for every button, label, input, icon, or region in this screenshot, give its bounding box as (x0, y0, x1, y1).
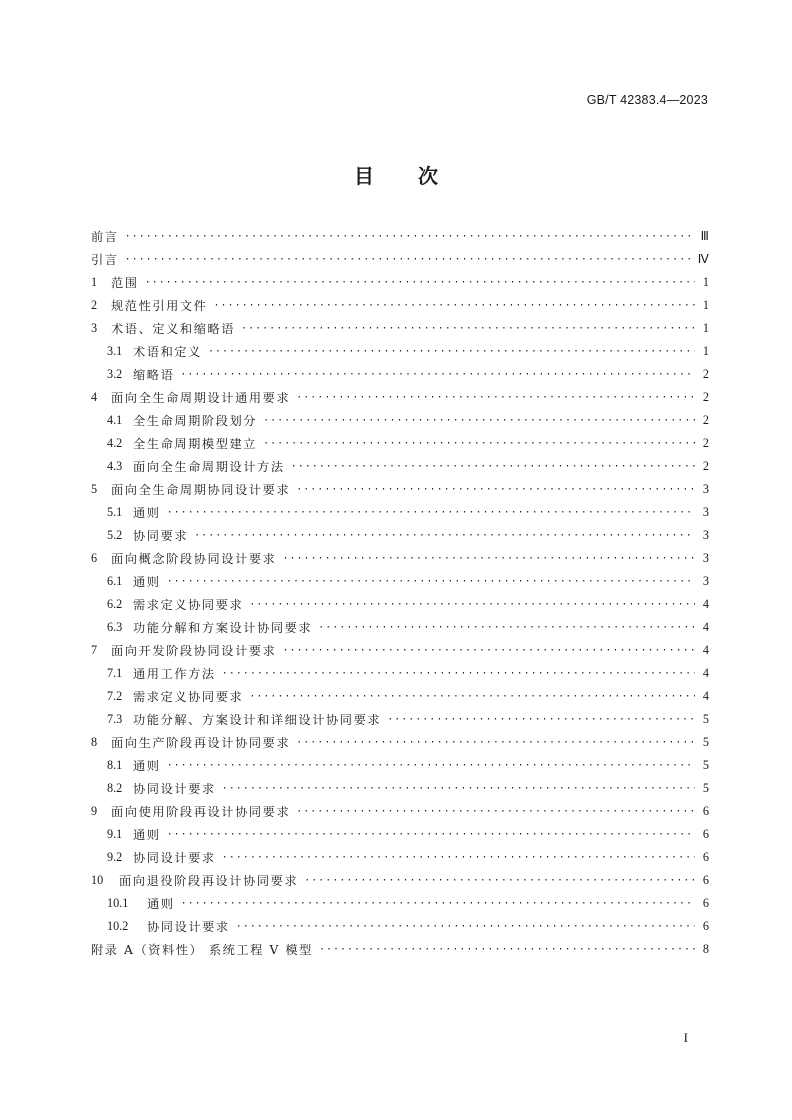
dot-leader (222, 668, 695, 679)
toc-entry-title: 缩略语 (133, 368, 175, 382)
dot-leader (282, 645, 695, 656)
toc-entry[interactable] (91, 846, 709, 869)
toc-entry-number: 4.3 (107, 459, 123, 473)
toc-entry[interactable] (91, 340, 709, 363)
toc-entry-number: 5.1 (107, 505, 123, 519)
dot-leader (241, 323, 695, 334)
dot-leader (296, 737, 695, 748)
toc-entry-page: 5 (702, 758, 709, 772)
toc-entry-title: 需求定义协同要求 (133, 690, 244, 704)
toc-entry-number: 6 (91, 551, 98, 565)
toc-entry-page: 3 (702, 505, 709, 519)
toc-entry-number: 5 (91, 482, 98, 496)
toc-entry-page: 6 (702, 827, 709, 841)
toc-entry-number: 7.2 (107, 689, 123, 703)
toc-entry-number: 6.1 (107, 574, 123, 588)
toc-entry[interactable] (91, 294, 709, 317)
toc-entry[interactable] (91, 938, 709, 961)
toc-entry-page: 1 (702, 344, 709, 358)
toc-entry-number: 4.1 (107, 413, 123, 427)
toc-entry[interactable] (91, 225, 709, 248)
toc-entry-title: 全生命周期阶段划分 (133, 414, 258, 428)
toc-entry-number: 10.2 (107, 919, 129, 933)
dot-leader (145, 277, 695, 288)
toc-entry-title: 通则 (133, 575, 161, 589)
toc-entry-page: 4 (702, 620, 709, 634)
dot-leader (167, 507, 695, 518)
dot-leader (291, 461, 695, 472)
document-code: GB/T 42383.4—2023 (586, 93, 708, 107)
toc-entry[interactable] (91, 570, 709, 593)
toc-entry-page: 5 (702, 712, 709, 726)
toc-entry-title: 术语、定义和缩略语 (111, 322, 236, 336)
toc-entry[interactable] (91, 685, 709, 708)
toc-entry[interactable] (91, 915, 709, 938)
toc-entry-page: 2 (702, 367, 709, 381)
toc-entry-page: 2 (702, 436, 709, 450)
toc-entry-number: 6.3 (107, 620, 123, 634)
toc-entry-page: 3 (702, 482, 709, 496)
toc-entry-page: 3 (702, 528, 709, 542)
toc-entry-title: 引言 (91, 253, 119, 267)
toc-entry-title: 通则 (147, 897, 175, 911)
toc-entry[interactable] (91, 800, 709, 823)
toc-entry-title: 协同设计要求 (133, 782, 216, 796)
toc-entry-number: 7.1 (107, 666, 123, 680)
toc-entry-page: 4 (702, 597, 709, 611)
dot-leader (282, 553, 695, 564)
toc-entry[interactable] (91, 455, 709, 478)
toc-entry[interactable] (91, 271, 709, 294)
dot-leader (263, 438, 695, 449)
toc-entry[interactable] (91, 708, 709, 731)
toc-entry[interactable] (91, 662, 709, 685)
toc-entry-title: 面向使用阶段再设计协同要求 (111, 805, 291, 819)
toc-entry-number: 9 (91, 804, 98, 818)
toc-entry-number: 4 (91, 390, 98, 404)
toc-entry[interactable] (91, 639, 709, 662)
toc-entry-title: 通则 (133, 828, 161, 842)
toc-entry-page: 4 (702, 643, 709, 657)
toc-entry-title: 面向全生命周期设计方法 (133, 460, 285, 474)
toc-entry-number: 3.2 (107, 367, 123, 381)
toc-entry[interactable] (91, 823, 709, 846)
toc-entry[interactable] (91, 593, 709, 616)
toc-entry-title: 面向开发阶段协同设计要求 (111, 644, 277, 658)
toc-entry-title: 协同设计要求 (147, 920, 230, 934)
dot-leader (222, 783, 695, 794)
toc-entry-page: 2 (702, 459, 709, 473)
dot-leader (167, 829, 695, 840)
dot-leader (236, 921, 695, 932)
toc-entry[interactable] (91, 501, 709, 524)
dot-leader (180, 369, 695, 380)
toc-entry-page: 2 (702, 390, 709, 404)
dot-leader (181, 898, 695, 909)
toc-entry-page: Ⅳ (697, 252, 709, 266)
toc-entry-title: 面向概念阶段协同设计要求 (111, 552, 277, 566)
dot-leader (319, 944, 695, 955)
dot-leader (125, 231, 695, 242)
toc-entry-page: 1 (702, 275, 709, 289)
toc-entry-title: 通则 (133, 759, 161, 773)
toc-entry[interactable] (91, 754, 709, 777)
toc-entry[interactable] (91, 731, 709, 754)
dot-leader (208, 346, 695, 357)
toc-entry-number: 2 (91, 298, 98, 312)
dot-leader (167, 576, 695, 587)
dot-leader (304, 875, 695, 886)
toc-entry[interactable] (91, 317, 709, 340)
dot-leader (167, 760, 695, 771)
toc-entry-number: 10 (91, 873, 104, 887)
toc-entry-number: 7.3 (107, 712, 123, 726)
toc-entry-page: 3 (702, 574, 709, 588)
toc-entry[interactable] (91, 777, 709, 800)
toc-entry-title: 前言 (91, 230, 119, 244)
toc-entry-number: 8.2 (107, 781, 123, 795)
toc-entry-title: 范围 (111, 276, 139, 290)
toc-entry-page: 2 (702, 413, 709, 427)
toc-entry-page: 5 (702, 781, 709, 795)
toc-entry-title: 协同要求 (133, 529, 189, 543)
toc-entry-title: 通则 (133, 506, 161, 520)
toc-entry-title: 功能分解和方案设计协同要求 (133, 621, 313, 635)
toc-entry[interactable] (91, 248, 709, 271)
dot-leader (222, 852, 695, 863)
toc-entry-number: 4.2 (107, 436, 123, 450)
toc-entry-page: 1 (702, 321, 709, 335)
toc-entry-page: 4 (702, 666, 709, 680)
toc-entry-page: Ⅲ (700, 229, 709, 243)
toc-entry-title: 规范性引用文件 (111, 299, 208, 313)
toc-entry[interactable] (91, 524, 709, 547)
toc-entry-page: 3 (702, 551, 709, 565)
toc-entry-number: 8 (91, 735, 98, 749)
toc-entry-page: 5 (702, 735, 709, 749)
toc-entry-number: 9.1 (107, 827, 123, 841)
toc-entry-page: 6 (702, 804, 709, 818)
toc-entry-number: 9.2 (107, 850, 123, 864)
toc-entry-title: 面向全生命周期协同设计要求 (111, 483, 291, 497)
toc-entry-title: 面向退役阶段再设计协同要求 (119, 874, 299, 888)
toc-entry-page: 6 (702, 850, 709, 864)
toc-entry[interactable] (91, 363, 709, 386)
page-title (0, 160, 792, 189)
toc-entry-page: 8 (702, 942, 709, 956)
toc-entry-title: 全生命周期模型建立 (133, 437, 258, 451)
dot-leader (249, 691, 695, 702)
toc-entry-number: 3.1 (107, 344, 123, 358)
toc-entry[interactable] (91, 547, 709, 570)
title-part-2: 次 (418, 164, 438, 188)
toc-entry[interactable] (91, 386, 709, 409)
toc-entry-page: 4 (702, 689, 709, 703)
toc-entry-number: 6.2 (107, 597, 123, 611)
toc-entry-number: 3 (91, 321, 98, 335)
toc-entry-number: 8.1 (107, 758, 123, 772)
toc-entry-title: 术语和定义 (133, 345, 202, 359)
toc-entry-number: 1 (91, 275, 98, 289)
dot-leader (296, 392, 695, 403)
dot-leader (318, 622, 695, 633)
toc-entry-title: 面向全生命周期设计通用要求 (111, 391, 291, 405)
toc-entry-page: 6 (702, 896, 709, 910)
toc-entry[interactable] (91, 478, 709, 501)
toc-entry-title: 功能分解、方案设计和详细设计协同要求 (133, 713, 382, 727)
toc-entry-title: 面向生产阶段再设计协同要求 (111, 736, 291, 750)
dot-leader (125, 254, 694, 265)
toc-entry-title: 需求定义协同要求 (133, 598, 244, 612)
dot-leader (249, 599, 695, 610)
toc-entry-number: 7 (91, 643, 98, 657)
toc-entry-title: 通用工作方法 (133, 667, 216, 681)
toc-entry-page: 6 (702, 873, 709, 887)
title-part-1: 目 (354, 164, 374, 188)
toc-entry[interactable] (91, 616, 709, 639)
toc-entry-page: 1 (702, 298, 709, 312)
dot-leader (194, 530, 695, 541)
toc-entry-number: 10.1 (107, 896, 129, 910)
toc-entry[interactable] (91, 409, 709, 432)
dot-leader (296, 806, 695, 817)
dot-leader (263, 415, 695, 426)
dot-leader (214, 300, 695, 311)
page-number: I (683, 1030, 688, 1045)
dot-leader (296, 484, 695, 495)
toc-entry[interactable] (91, 869, 709, 892)
toc-entry-title: 协同设计要求 (133, 851, 216, 865)
toc-entry-page: 6 (702, 919, 709, 933)
dot-leader (387, 714, 695, 725)
toc-entry[interactable] (91, 432, 709, 455)
toc-entry-title: 附录 A（资料性） 系统工程 V 模型 (91, 943, 313, 957)
table-of-contents (91, 225, 709, 961)
toc-entry-number: 5.2 (107, 528, 123, 542)
toc-entry[interactable] (91, 892, 709, 915)
